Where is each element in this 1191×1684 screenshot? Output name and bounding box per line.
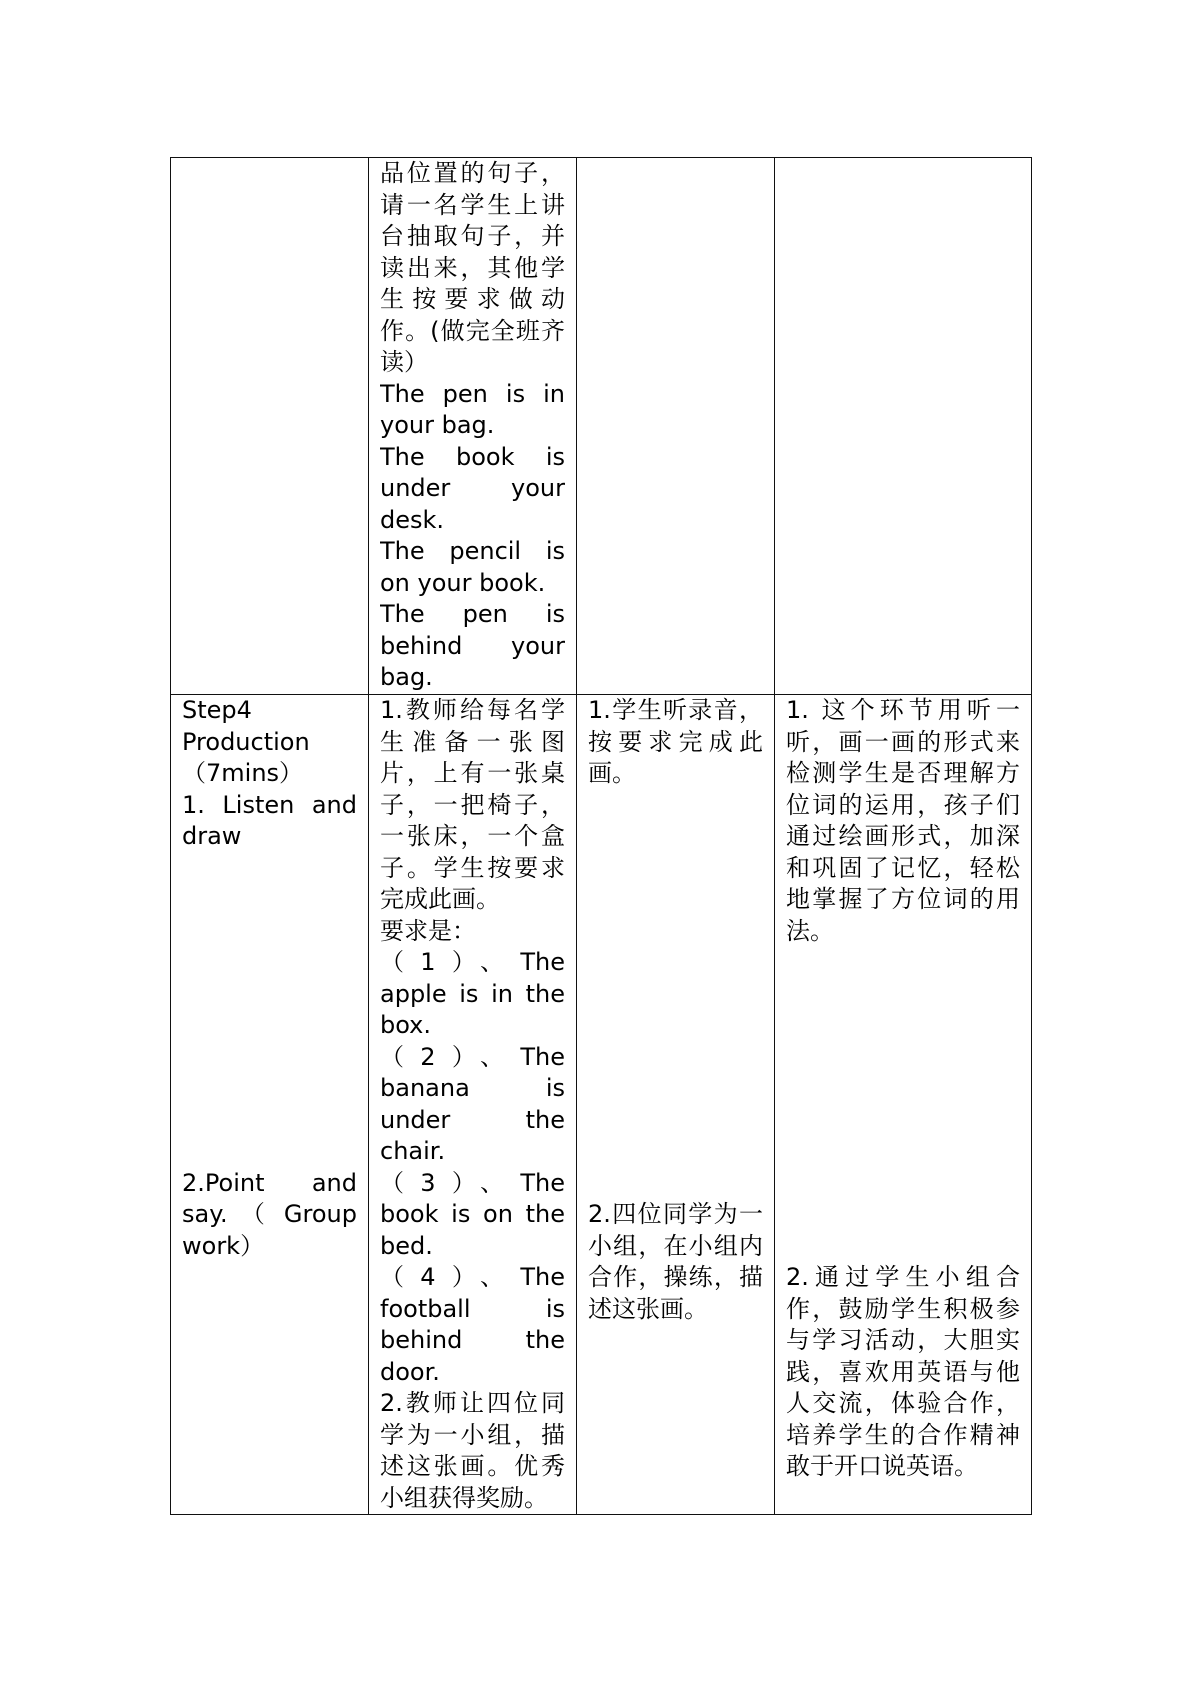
text-line: book is on the [380, 1200, 565, 1228]
text-line: 1. Listen and [182, 790, 357, 819]
text-line: under the [380, 1105, 565, 1134]
text-line: apple is in the [380, 979, 565, 1008]
text-line: draw [182, 822, 242, 850]
paragraph [380, 536, 565, 599]
text-line: 2.Point and [182, 1168, 357, 1197]
paragraph [182, 1168, 357, 1263]
text-line: 述这张画。优秀 [380, 1452, 565, 1480]
step-column-cell [171, 695, 369, 1515]
text-line: 检测学生是否理解方 [786, 759, 1020, 787]
paragraph [588, 1199, 763, 1325]
text-line: Production [182, 727, 310, 756]
table-row [171, 695, 1032, 1515]
text-line: 子。学生按要求 [380, 853, 565, 882]
lesson-plan-table [170, 157, 1032, 1515]
text-line: 学为一小组，描 [380, 1420, 565, 1449]
paragraph [380, 599, 565, 694]
text-line: 台抽取句子，并 [380, 222, 565, 250]
text-block [380, 158, 565, 694]
teacher-activities-cell [369, 695, 577, 1515]
text-line: The pen is [380, 600, 565, 628]
design-rationale-cell [775, 695, 1032, 1515]
text-line: 敢于开口说英语。 [786, 1452, 978, 1480]
paragraph [786, 695, 1020, 947]
text-line: football is [380, 1294, 565, 1323]
paragraph [588, 695, 763, 790]
text-line: 小组获得奖励。 [380, 1483, 548, 1512]
text-line: 作。(做完全班齐 [380, 316, 565, 345]
text-line: 听，画一画的形式来 [786, 727, 1020, 756]
student-activities-cell [577, 695, 775, 1515]
text-line: The pencil is [380, 537, 565, 565]
text-line: 请一名学生上讲 [380, 190, 565, 219]
paragraph [380, 695, 565, 916]
text-line: 1.学生听录音， [588, 696, 763, 724]
text-line: 子，一把椅子， [380, 790, 565, 819]
paragraph [182, 695, 357, 727]
paragraph [182, 758, 357, 790]
paragraph [380, 947, 565, 1042]
text-line: Step4 [182, 696, 252, 724]
text-line: bed. [380, 1231, 433, 1260]
paragraph [380, 158, 565, 379]
text-line: 合作，操练，描 [588, 1263, 763, 1291]
text-line: 要求是： [380, 916, 476, 945]
design-rationale-cell [775, 158, 1032, 695]
text-line: 培养学生的合作精神 [786, 1420, 1020, 1449]
text-line: work） [182, 1231, 265, 1260]
teacher-activities-cell [369, 158, 577, 695]
text-line: your bag. [380, 411, 495, 439]
text-line: 品位置的句子， [380, 159, 565, 187]
text-line: 生准备一张图 [380, 727, 565, 756]
text-line: 述这张画。 [588, 1294, 708, 1323]
text-line: （3）、The [380, 1168, 565, 1197]
text-line: 践，喜欢用英语与他 [786, 1357, 1020, 1386]
text-line: 画。 [588, 759, 636, 787]
text-line: bag. [380, 663, 433, 691]
text-block [588, 695, 763, 790]
text-block [588, 1199, 763, 1325]
text-line: 一张床，一个盒 [380, 822, 565, 850]
text-block [182, 1168, 357, 1263]
text-block [182, 695, 357, 853]
text-line: 小组，在小组内 [588, 1231, 763, 1260]
text-line: door. [380, 1357, 440, 1386]
text-block [786, 695, 1020, 947]
text-line: 生按要求做动 [380, 285, 565, 313]
paragraph [380, 1168, 565, 1263]
text-line: 读） [380, 348, 428, 376]
paragraph [380, 916, 565, 948]
text-line: （7mins） [182, 759, 304, 787]
text-line: behind your [380, 631, 565, 660]
text-line: The pen is in [380, 379, 565, 408]
text-line: 作，鼓励学生积极参 [786, 1294, 1020, 1323]
text-line: The book is [380, 442, 565, 471]
text-line: 片，上有一张桌 [380, 759, 565, 787]
paragraph [380, 1388, 565, 1514]
text-line: 1.教师给每名学 [380, 696, 565, 724]
text-line: 读出来，其他学 [380, 253, 565, 282]
text-line: 2.通过学生小组合 [786, 1263, 1020, 1291]
text-line: box. [380, 1011, 432, 1039]
paragraph [380, 379, 565, 442]
paragraph [380, 442, 565, 537]
step-column-cell [171, 158, 369, 695]
text-line: 2.教师让四位同 [380, 1389, 565, 1417]
text-line: behind the [380, 1326, 565, 1354]
text-line: 按要求完成此 [588, 727, 763, 756]
text-line: （4）、The [380, 1263, 565, 1291]
paragraph [182, 727, 357, 759]
student-activities-cell [577, 158, 775, 695]
text-line: 人交流，体验合作， [786, 1389, 1020, 1417]
text-line: （1）、The [380, 948, 565, 976]
paragraph [380, 1262, 565, 1388]
text-line: on your book. [380, 568, 546, 597]
text-line: 2.四位同学为一 [588, 1200, 763, 1228]
text-line: 1. 这个环节用听一 [786, 696, 1020, 724]
table-row [171, 158, 1032, 695]
text-line: 与学习活动，大胆实 [786, 1326, 1020, 1354]
text-line: 法。 [786, 916, 834, 945]
text-block [380, 695, 565, 1514]
text-line: chair. [380, 1137, 446, 1165]
text-block [786, 1262, 1020, 1483]
text-line: 位词的运用，孩子们 [786, 790, 1020, 819]
text-line: 完成此画。 [380, 885, 500, 913]
paragraph [786, 1262, 1020, 1483]
paragraph [380, 1042, 565, 1168]
text-line: （2）、The [380, 1042, 565, 1071]
text-line: 和巩固了记忆，轻松 [786, 853, 1020, 882]
paragraph [182, 790, 357, 853]
text-line: banana is [380, 1074, 565, 1102]
text-line: 通过绘画形式，加深 [786, 822, 1020, 850]
text-line: under your [380, 474, 565, 502]
text-line: desk. [380, 505, 445, 534]
text-line: 地掌握了方位词的用 [786, 885, 1020, 913]
text-line: say. （ Group [182, 1200, 357, 1228]
